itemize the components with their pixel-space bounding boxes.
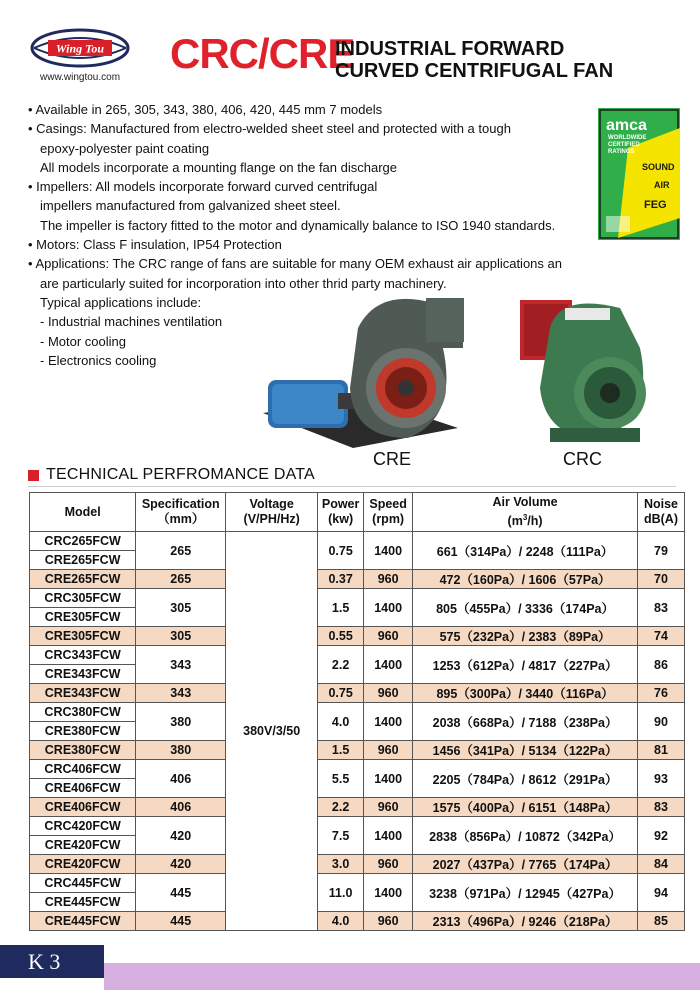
- amca-certification-badge: [598, 108, 680, 240]
- svg-text:AIR: AIR: [654, 180, 670, 190]
- model-cell: CRE406FCW: [30, 798, 136, 817]
- power-cell: 5.5: [318, 760, 364, 798]
- speed-cell: 1400: [364, 817, 413, 855]
- model-cell: CRE305FCW: [30, 608, 136, 627]
- model-cell: CRE265FCW: [30, 570, 136, 589]
- header-noise: Noise dB(A): [637, 493, 684, 532]
- feature-line: are particularly suited for incorporation into other thrid party machinery.: [40, 275, 447, 291]
- table-row: [30, 874, 685, 893]
- header-power: Power (kw): [318, 493, 364, 532]
- power-cell: 1.5: [318, 741, 364, 760]
- speed-cell: 1400: [364, 874, 413, 912]
- cre-fan-photo: [258, 288, 470, 452]
- table-row-highlighted: [30, 741, 685, 760]
- feature-line: • Casings: Manufactured from electro-welded sheet steel and protected with a tough: [28, 121, 511, 137]
- air-volume-cell: 1253（612Pa）/ 4817（227Pa）: [413, 646, 638, 684]
- table-row: [30, 817, 685, 836]
- speed-cell: 960: [364, 855, 413, 874]
- section-title: TECHNICAL PERFROMANCE DATA: [46, 466, 315, 483]
- air-volume-cell: 472（160Pa）/ 1606（57Pa）: [413, 570, 638, 589]
- crc-caption: CRC: [563, 449, 602, 469]
- logo-wordmark: Wing Tou: [55, 41, 105, 56]
- model-cell: CRC343FCW: [30, 646, 136, 665]
- table-row-highlighted: [30, 798, 685, 817]
- noise-cell: 86: [637, 646, 684, 684]
- power-cell: 0.75: [318, 532, 364, 570]
- feature-line: • Motors: Class F insulation, IP54 Protection: [28, 237, 282, 253]
- wing-tou-logo: [30, 28, 130, 70]
- website-url: www.wingtou.com: [40, 72, 121, 83]
- model-cell: CRE343FCW: [30, 684, 136, 703]
- speed-cell: 960: [364, 570, 413, 589]
- air-volume-cell: 2313（496Pa）/ 9246（218Pa）: [413, 912, 638, 931]
- model-cell: CRE406FCW: [30, 779, 136, 798]
- power-cell: 7.5: [318, 817, 364, 855]
- air-volume-cell: 1575（400Pa）/ 6151（148Pa）: [413, 798, 638, 817]
- model-cell: CRC406FCW: [30, 760, 136, 779]
- svg-text:SOUND: SOUND: [642, 162, 675, 172]
- table-row-highlighted: [30, 912, 685, 931]
- badge-amca-text: amca: [606, 117, 647, 134]
- voltage-cell: 380V/3/50: [226, 532, 318, 931]
- feature-line: - Electronics cooling: [40, 352, 157, 368]
- power-cell: 0.75: [318, 684, 364, 703]
- model-cell: CRC380FCW: [30, 703, 136, 722]
- table-row: [30, 703, 685, 722]
- air-volume-cell: 3238（971Pa）/ 12945（427Pa）: [413, 874, 638, 912]
- model-cell: CRC265FCW: [30, 532, 136, 551]
- crc-fan-photo: [510, 288, 658, 448]
- model-cell: CRE305FCW: [30, 627, 136, 646]
- model-cell: CRE445FCW: [30, 893, 136, 912]
- table-header-row: [30, 493, 685, 532]
- noise-cell: 79: [637, 532, 684, 570]
- cre-caption: CRE: [373, 449, 412, 469]
- table-row-highlighted: [30, 627, 685, 646]
- noise-cell: 81: [637, 741, 684, 760]
- spec-cell: 343: [136, 646, 226, 684]
- table-row: [30, 589, 685, 608]
- noise-cell: 76: [637, 684, 684, 703]
- model-cell: CRC305FCW: [30, 589, 136, 608]
- noise-cell: 92: [637, 817, 684, 855]
- air-volume-cell: 805（455Pa）/ 3336（174Pa）: [413, 589, 638, 627]
- speed-cell: 1400: [364, 589, 413, 627]
- model-cell: CRC445FCW: [30, 874, 136, 893]
- header-speed: Speed (rpm): [364, 493, 413, 532]
- header-voltage: Voltage (V/PH/Hz): [226, 493, 318, 532]
- spec-cell: 406: [136, 798, 226, 817]
- model-cell: CRE380FCW: [30, 741, 136, 760]
- feature-line: • Available in 265, 305, 343, 380, 406, 420, 445 mm 7 models: [28, 102, 383, 117]
- noise-cell: 83: [637, 798, 684, 817]
- spec-cell: 380: [136, 703, 226, 741]
- speed-cell: 1400: [364, 703, 413, 741]
- feature-line: - Industrial machines ventilation: [40, 314, 223, 330]
- feature-line: impellers manufactured from galvanized sheet steel.: [40, 198, 341, 214]
- svg-text:CERTIFIED: CERTIFIED: [608, 142, 640, 148]
- page-number: K 3: [0, 945, 104, 978]
- power-cell: 0.37: [318, 570, 364, 589]
- table-row-highlighted: [30, 855, 685, 874]
- speed-cell: 1400: [364, 760, 413, 798]
- model-cell: CRE380FCW: [30, 722, 136, 741]
- feature-line: • Applications: The CRC range of fans are suitable for many OEM exhaust air applications an: [28, 256, 562, 272]
- noise-cell: 93: [637, 760, 684, 798]
- spec-cell: 343: [136, 684, 226, 703]
- power-cell: 2.2: [318, 798, 364, 817]
- table-row: [30, 646, 685, 665]
- power-cell: 0.55: [318, 627, 364, 646]
- air-volume-cell: 2205（784Pa）/ 8612（291Pa）: [413, 760, 638, 798]
- spec-cell: 445: [136, 912, 226, 931]
- spec-cell: 406: [136, 760, 226, 798]
- section-divider: [28, 486, 676, 487]
- power-cell: 3.0: [318, 855, 364, 874]
- power-cell: 4.0: [318, 703, 364, 741]
- section-marker: [28, 470, 39, 481]
- power-cell: 1.5: [318, 589, 364, 627]
- model-cell: CRE265FCW: [30, 551, 136, 570]
- table-row-highlighted: [30, 684, 685, 703]
- feature-line: Typical applications include:: [40, 294, 202, 310]
- noise-cell: 83: [637, 589, 684, 627]
- table-row: [30, 760, 685, 779]
- speed-cell: 960: [364, 912, 413, 931]
- power-cell: 11.0: [318, 874, 364, 912]
- header-model: Model: [30, 493, 136, 532]
- speed-cell: 960: [364, 684, 413, 703]
- svg-text:RATINGS: RATINGS: [608, 149, 635, 155]
- spec-cell: 420: [136, 817, 226, 855]
- feature-line: The impeller is factory fitted to the motor and dynamically balance to ISO 1940 standards.: [40, 217, 556, 233]
- air-volume-cell: 2038（668Pa）/ 7188（238Pa）: [413, 703, 638, 741]
- noise-cell: 90: [637, 703, 684, 741]
- svg-text:FEG: FEG: [644, 199, 667, 211]
- feature-line: - Motor cooling: [40, 333, 126, 349]
- svg-text:WORLDWIDE: WORLDWIDE: [608, 135, 647, 141]
- noise-cell: 74: [637, 627, 684, 646]
- footer-bar: [104, 963, 700, 990]
- speed-cell: 1400: [364, 646, 413, 684]
- model-cell: CRE445FCW: [30, 912, 136, 931]
- spec-cell: 265: [136, 570, 226, 589]
- spec-cell: 265: [136, 532, 226, 570]
- model-cell: CRE420FCW: [30, 836, 136, 855]
- air-volume-cell: 1456（341Pa）/ 5134（122Pa）: [413, 741, 638, 760]
- noise-cell: 70: [637, 570, 684, 589]
- spec-cell: 305: [136, 589, 226, 627]
- noise-cell: 84: [637, 855, 684, 874]
- speed-cell: 1400: [364, 532, 413, 570]
- header-specification: Specification （mm）: [136, 493, 226, 532]
- product-title: CRC/CRE: [170, 30, 355, 77]
- air-volume-cell: 575（232Pa）/ 2383（89Pa）: [413, 627, 638, 646]
- model-cell: CRE343FCW: [30, 665, 136, 684]
- table-row-highlighted: [30, 570, 685, 589]
- model-cell: CRC420FCW: [30, 817, 136, 836]
- performance-table: [29, 492, 685, 931]
- air-volume-cell: 2027（437Pa）/ 7765（174Pa）: [413, 855, 638, 874]
- product-subtitle: INDUSTRIAL FORWARD CURVED CENTRIFUGAL FAN: [335, 38, 614, 82]
- feature-line: • Impellers: All models incorporate forward curved centrifugal: [28, 179, 378, 195]
- air-volume-cell: 2838（856Pa）/ 10872（342Pa）: [413, 817, 638, 855]
- table-row: [30, 532, 685, 551]
- feature-line: epoxy-polyester paint coating: [40, 140, 210, 156]
- noise-cell: 85: [637, 912, 684, 931]
- noise-cell: 94: [637, 874, 684, 912]
- header-air-volume: Air Volume $(m^3/h)$: [413, 493, 638, 532]
- feature-line: All models incorporate a mounting flange on the fan discharge: [40, 159, 397, 175]
- speed-cell: 960: [364, 627, 413, 646]
- model-cell: CRE420FCW: [30, 855, 136, 874]
- air-volume-cell: 661（314Pa）/ 2248（111Pa）: [413, 532, 638, 570]
- spec-cell: 420: [136, 855, 226, 874]
- spec-cell: 305: [136, 627, 226, 646]
- speed-cell: 960: [364, 798, 413, 817]
- power-cell: 2.2: [318, 646, 364, 684]
- air-volume-cell: 895（300Pa）/ 3440（116Pa）: [413, 684, 638, 703]
- power-cell: 4.0: [318, 912, 364, 931]
- spec-cell: 445: [136, 874, 226, 912]
- spec-cell: 380: [136, 741, 226, 760]
- speed-cell: 960: [364, 741, 413, 760]
